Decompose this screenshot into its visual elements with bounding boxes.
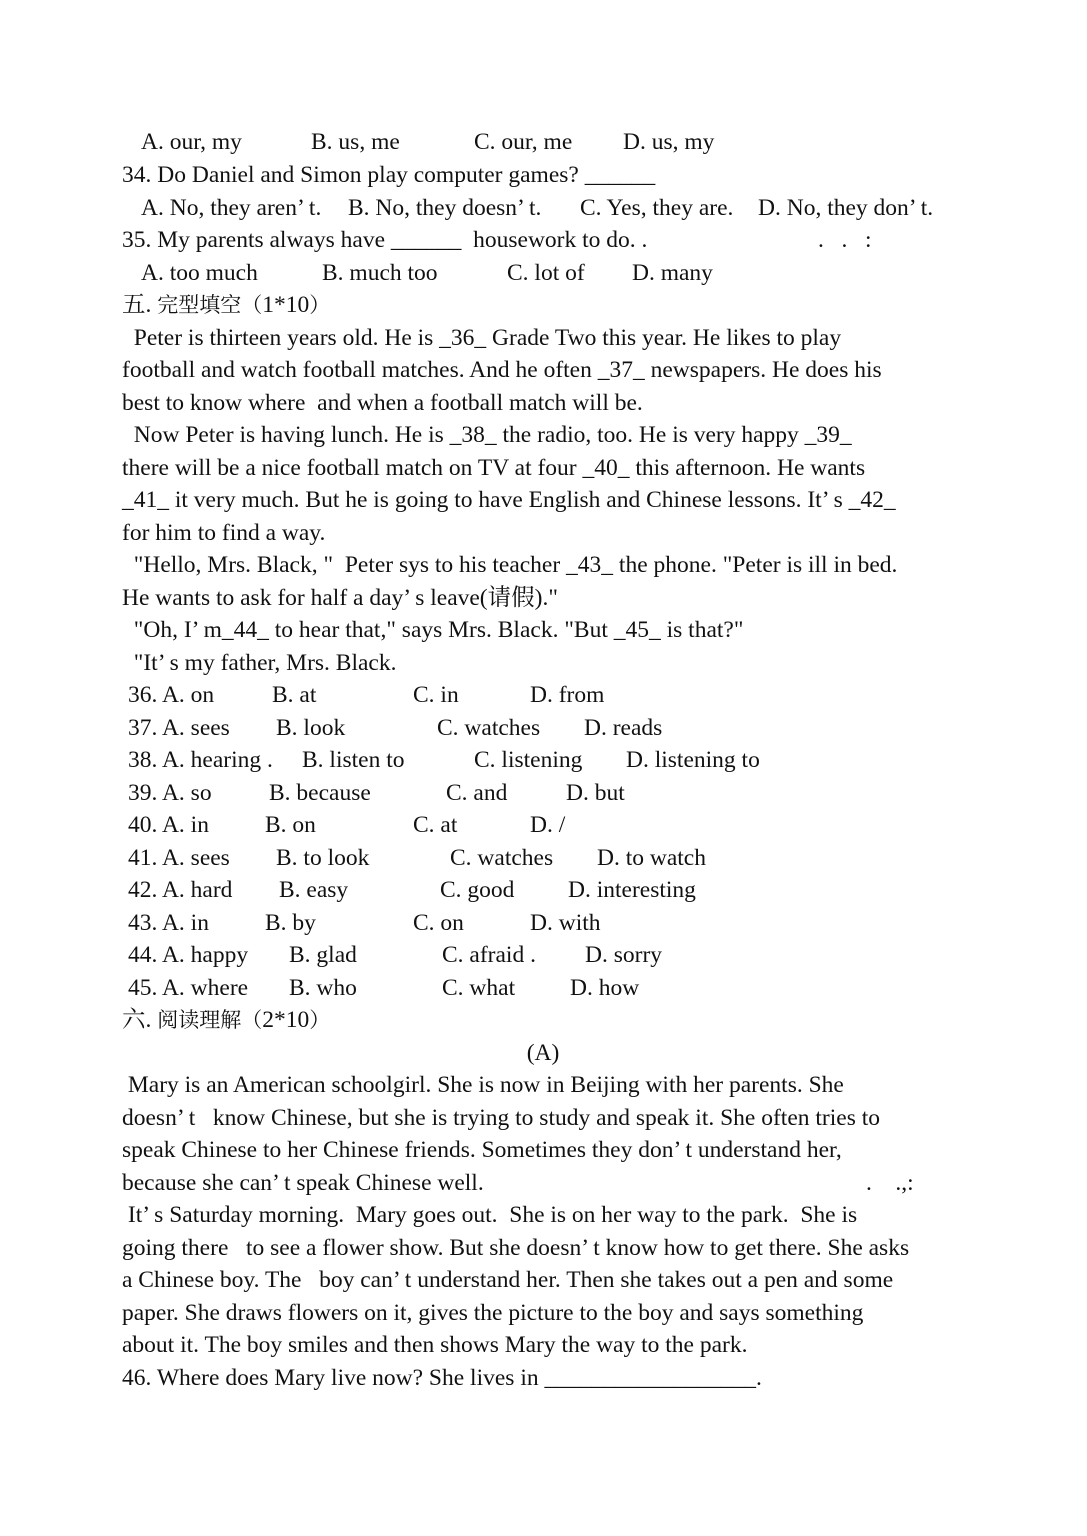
cloze-option-c: C. good [440, 877, 515, 903]
passage1-line: "It’ s my father, Mrs. Black. [122, 650, 397, 676]
cloze-option-a: 41. A. sees [128, 845, 230, 871]
passage1-line: "Oh, I’ m_44_ to hear that," says Mrs. Black. "But _45_ is that?" [122, 617, 744, 643]
section-6-close: ） [309, 1008, 331, 1032]
cloze-option-b: B. who [289, 975, 357, 1001]
cloze-option-a: 44. A. happy [128, 942, 249, 968]
passage2-line: speak Chinese to her Chinese friends. Sometimes they don’ t understand her, [122, 1137, 842, 1163]
cloze-option-b: B. look [276, 715, 346, 741]
passage1-line: Now Peter is having lunch. He is _38_ the radio, too. He is very happy _39_ [122, 422, 852, 448]
q35-question: 35. My parents always have ______ housework to do. . [122, 227, 648, 253]
section-6-score: 2*10 [262, 1007, 310, 1033]
cloze-option-d: D. listening to [626, 747, 760, 773]
cloze-option-d: D. how [570, 975, 640, 1001]
cloze-option-a: 40. A. in [128, 812, 209, 838]
q34-option-d: D. No, they don’ t. [758, 195, 934, 221]
cloze-option-a: 37. A. sees [128, 715, 230, 741]
cloze-option-c: C. watches [450, 845, 554, 871]
q35-stray-marks: . . : [818, 227, 872, 253]
q34-option-b: B. No, they doesn’ t. [348, 195, 542, 221]
cloze-option-b: B. at [272, 682, 317, 708]
cloze-option-d: D. from [530, 682, 605, 708]
cloze-option-d: D. sorry [585, 942, 663, 968]
cloze-option-d: D. reads [584, 715, 663, 741]
cloze-option-a: 45. A. where [128, 975, 249, 1001]
cloze-option-b: B. by [265, 910, 316, 936]
cloze-option-b: B. listen to [302, 747, 405, 773]
reading-a-label: (A) [526, 1040, 560, 1066]
cloze-option-d: D. interesting [568, 877, 696, 903]
q34-option-c: C. Yes, they are. [580, 195, 734, 221]
section-6-title: 阅读理解（ [157, 1008, 263, 1032]
cloze-option-a: 42. A. hard [128, 877, 233, 903]
passage2-line: It’ s Saturday morning. Mary goes out. She is on her way to the park. She is [122, 1202, 858, 1228]
cloze-option-c: C. at [413, 812, 458, 838]
q33-option-c: C. our, me [474, 129, 573, 155]
q34-option-a: A. No, they aren’ t. [141, 195, 322, 221]
section-5-numeral: 五. [122, 292, 158, 318]
cloze-option-c: C. watches [437, 715, 541, 741]
cloze-option-c: C. on [413, 910, 464, 936]
cloze-option-c: C. and [446, 780, 508, 806]
q33-option-d: D. us, my [623, 129, 715, 155]
cloze-option-c: C. in [413, 682, 459, 708]
passage2-line: Mary is an American schoolgirl. She is now in Beijing with her parents. She [122, 1072, 844, 1098]
passage2-line: because she can’ t speak Chinese well. [122, 1170, 484, 1196]
passage2-stray-marks: . .,: [866, 1170, 914, 1196]
cloze-option-a: 43. A. in [128, 910, 209, 936]
cloze-option-b: B. easy [279, 877, 349, 903]
cloze-option-d: D. to watch [597, 845, 706, 871]
cloze-option-b: B. because [269, 780, 371, 806]
cloze-option-a: 36. A. on [128, 682, 215, 708]
section-5-close: ） [309, 293, 331, 317]
passage2-line: about it. The boy smiles and then shows Mary the way to the park. [122, 1332, 748, 1358]
passage1-line: best to know where and when a football match will be. [122, 390, 643, 416]
passage1-line: football and watch football matches. And he often _37_ newspapers. He does his [122, 357, 882, 383]
section-5-title: 完型填空（ [157, 293, 263, 317]
cloze-option-d: D. but [566, 780, 625, 806]
section-5-heading [122, 291, 330, 319]
q35-option-d: D. many [632, 260, 713, 286]
passage1-line: He wants to ask for half a day’ s leave(请假)." [122, 585, 558, 611]
cloze-option-d: D. with [530, 910, 601, 936]
passage2-line: going there to see a flower show. But she doesn’ t know how to get there. She asks [122, 1235, 910, 1261]
cloze-option-b: B. glad [289, 942, 357, 968]
cloze-option-c: C. what [442, 975, 516, 1001]
cloze-option-b: B. to look [276, 845, 370, 871]
section-5-score: 1*10 [262, 292, 310, 318]
cloze-option-c: C. listening [474, 747, 583, 773]
cloze-option-d: D. / [530, 812, 566, 838]
q35-option-b: B. much too [322, 260, 438, 286]
cloze-option-a: 39. A. so [128, 780, 212, 806]
passage2-line: doesn’ t know Chinese, but she is trying to study and speak it. She often tries to [122, 1105, 881, 1131]
q46-question: 46. Where does Mary live now? She lives in __________________. [122, 1365, 762, 1391]
passage2-line: a Chinese boy. The boy can’ t understand her. Then she takes out a pen and some [122, 1267, 894, 1293]
cloze-option-a: 38. A. hearing . [128, 747, 273, 773]
passage1-line: "Hello, Mrs. Black, " Peter sys to his teacher _43_ the phone. "Peter is ill in bed. [122, 552, 898, 578]
cloze-option-b: B. on [265, 812, 316, 838]
q35-option-a: A. too much [141, 260, 258, 286]
q34-question: 34. Do Daniel and Simon play computer games? ______ [122, 162, 656, 188]
passage1-line: Peter is thirteen years old. He is _36_ Grade Two this year. He likes to play [122, 325, 842, 351]
q33-option-a: A. our, my [141, 129, 242, 155]
passage2-line: paper. She draws flowers on it, gives the picture to the boy and says something [122, 1300, 864, 1326]
passage1-line: there will be a nice football match on TV at four _40_ this afternoon. He wants [122, 455, 866, 481]
q33-option-b: B. us, me [311, 129, 400, 155]
section-6-heading [122, 1006, 330, 1034]
passage1-line: _41_ it very much. But he is going to have English and Chinese lessons. It’ s _42_ [122, 487, 896, 513]
section-6-numeral: 六. [122, 1007, 158, 1033]
cloze-option-c: C. afraid . [442, 942, 536, 968]
passage1-line: for him to find a way. [122, 520, 326, 546]
q35-option-c: C. lot of [507, 260, 585, 286]
